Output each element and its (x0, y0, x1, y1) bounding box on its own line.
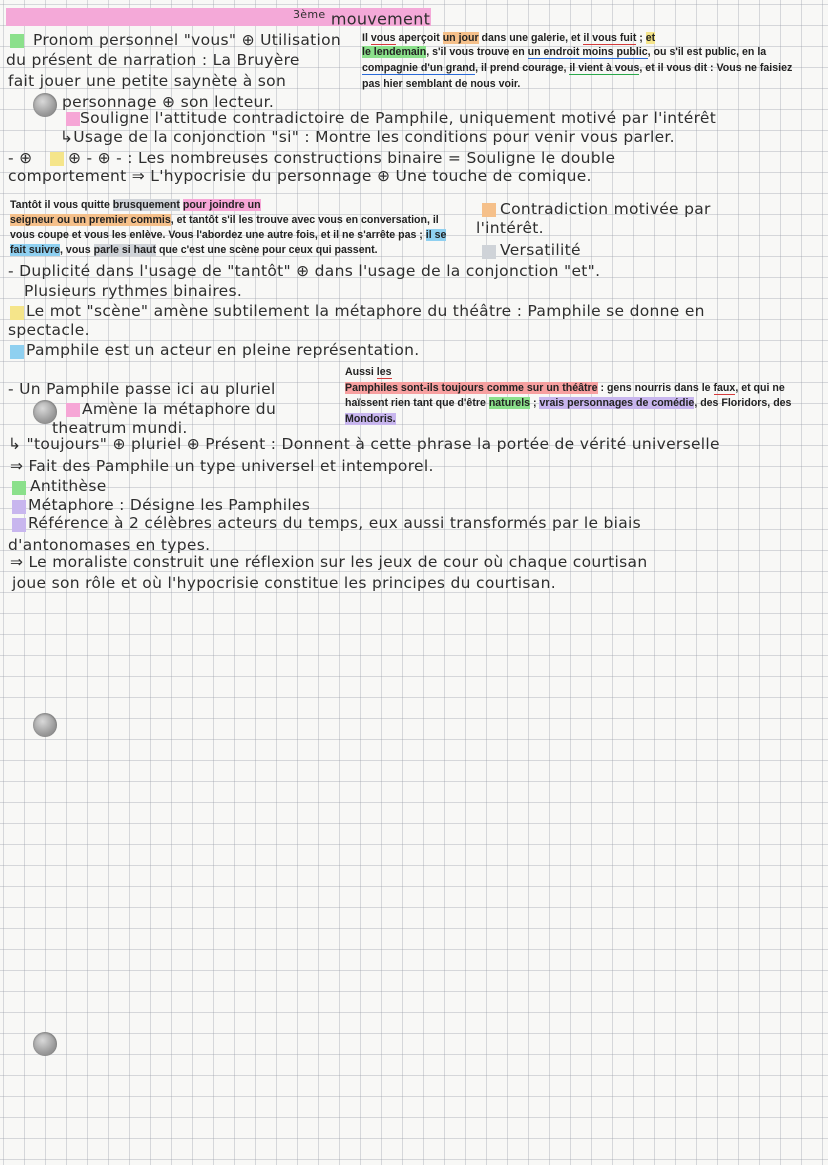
yellow-marker (10, 306, 24, 320)
note-line: ⊕ - ⊕ - : Les nombreuses constructions binaire = Souligne le double (68, 149, 616, 167)
note-line: Plusieurs rythmes binaires. (24, 282, 243, 300)
note-line: personnage ⊕ son lecteur. (62, 93, 275, 111)
excerpt-line: Aussi les (345, 366, 392, 378)
punch-hole (33, 1032, 57, 1056)
excerpt-line: vous coupe et vous les enlève. Vous l'abordez une autre fois, et il ne s'arrête pas ; il se (10, 229, 447, 241)
note-line: Amène la métaphore du (82, 400, 277, 418)
note-line: - ⊕ (8, 149, 33, 167)
note-line: Pamphile est un acteur en pleine représentation. (26, 341, 420, 359)
excerpt-line: haïssent rien tant que d'être naturels ; vrais personnages de comédie, des Floridors, des (345, 397, 792, 409)
note-line: ↳ "toujours" ⊕ pluriel ⊕ Présent : Donnent à cette phrase la portée de vérité universelle (8, 435, 720, 453)
excerpt-line: fait suivre, vous parle si haut que c'est une scène pour ceux qui passent. (10, 244, 378, 256)
note-line: theatrum mundi. (52, 419, 188, 437)
note-line: Contradiction motivée par (500, 200, 711, 218)
note-line: Métaphore : Désigne les Pamphiles (28, 496, 311, 514)
green-marker (10, 34, 24, 48)
section-title: $^{3ème}$ mouvement (293, 8, 431, 29)
excerpt-line: Pamphiles sont-ils toujours comme sur un théâtre : gens nourris dans le faux, et qui ne (345, 382, 785, 394)
excerpt-line: seigneur ou un premier commis, et tantôt s'il les trouve avec vous en conversation, il (10, 214, 439, 226)
note-line: joue son rôle et où l'hypocrisie constitue les principes du courtisan. (12, 574, 556, 592)
note-line: fait jouer une petite saynète à son (8, 72, 287, 90)
note-line: Antithèse (30, 477, 107, 495)
punch-hole (33, 93, 57, 117)
pink-marker (66, 403, 80, 417)
excerpt-line: Tantôt il vous quitte brusquement pour joindre un (10, 199, 261, 211)
excerpt-line: Il vous aperçoit un jour dans une galerie, et il vous fuit ; et (362, 32, 656, 44)
orange-marker (482, 203, 496, 217)
note-line: - Duplicité dans l'usage de "tantôt" ⊕ dans l'usage de la conjonction "et". (8, 262, 601, 280)
note-line: d'antonomases en types. (8, 536, 211, 554)
note-line: Versatilité (500, 241, 581, 259)
note-line: ⇒ Le moraliste construit une réflexion sur les jeux de cour où chaque courtisan (10, 553, 648, 571)
excerpt-line: compagnie d'un grand, il prend courage, il vient à vous, et il vous dit : Vous ne faisiez (362, 62, 793, 74)
note-line: Pronom personnel "vous" ⊕ Utilisation (33, 31, 342, 49)
note-line: - Un Pamphile passe ici au pluriel (8, 380, 276, 398)
note-line: ⇒ Fait des Pamphile un type universel et intemporel. (10, 457, 434, 475)
gray-marker (482, 245, 496, 259)
note-line: l'intérêt. (476, 219, 544, 237)
note-line: Le mot "scène" amène subtilement la métaphore du théâtre : Pamphile se donne en (26, 302, 705, 320)
pink-marker (66, 112, 80, 126)
excerpt-line: pas hier semblant de nous voir. (362, 78, 521, 90)
note-line: du présent de narration : La Bruyère (6, 51, 300, 69)
blue-marker (10, 345, 24, 359)
punch-hole (33, 713, 57, 737)
lavender-marker (12, 500, 26, 514)
lavender-marker (12, 518, 26, 532)
note-line: ↳Usage de la conjonction "si" : Montre les conditions pour venir vous parler. (60, 128, 675, 146)
excerpt-line: le lendemain, s'il vous trouve en un endroit moins public, ou s'il est public, en la (362, 46, 767, 58)
note-line: Souligne l'attitude contradictoire de Pamphile, uniquement motivé par l'intérêt (80, 109, 717, 127)
note-line: Référence à 2 célèbres acteurs du temps, eux aussi transformés par le biais (28, 514, 642, 532)
note-line: comportement ⇒ L'hypocrisie du personnage ⊕ Une touche de comique. (8, 167, 592, 185)
excerpt-line: Mondoris. (345, 413, 396, 425)
note-line: spectacle. (8, 321, 90, 339)
yellow-marker (50, 152, 64, 166)
green-marker (12, 481, 26, 495)
